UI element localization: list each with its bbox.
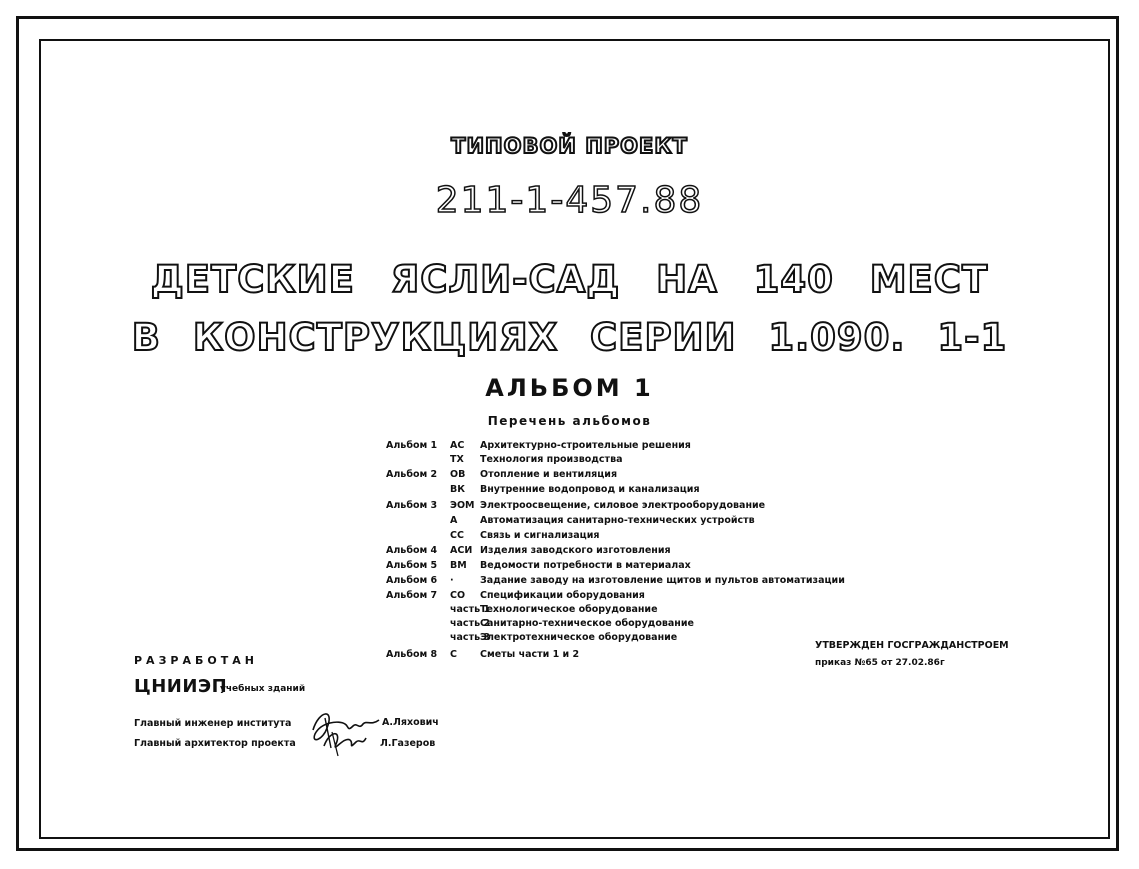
album-list-item-code: А (450, 515, 458, 526)
album-list-item-code: СС (450, 530, 464, 541)
album-list-item-album: Альбом 3 (386, 500, 438, 511)
approval-text: УТВЕРЖДЕН ГОСГРАЖДАНСТРОЕМ (815, 640, 1009, 651)
album-list-item-album: Альбом 4 (386, 545, 438, 556)
album-list-item-description: Электротехническое оборудование (480, 632, 678, 643)
album-list-item-description: Внутренние водопровод и канализация (480, 484, 700, 495)
signature-2-icon (318, 724, 368, 758)
album-list-item-code: СО (450, 590, 466, 601)
album-list-item-description: Санитарно-техническое оборудование (480, 618, 694, 629)
album-list-item-description: Ведомости потребности в материалах (480, 560, 691, 571)
album-list-item-description: Сметы части 1 и 2 (480, 649, 580, 660)
album-list-item-album: Альбом 2 (386, 469, 438, 480)
chief-architect-name: Л.Газеров (380, 738, 436, 749)
album-list-item-code: ТХ (450, 454, 464, 465)
developer-label: РАЗРАБОТАН (134, 654, 258, 667)
album-list-item-description: Связь и сигнализация (480, 530, 600, 541)
album-list-item-description: Изделия заводского изготовления (480, 545, 671, 556)
album-list-item-description: Автоматизация санитарно-технических устройств (480, 515, 755, 526)
album-list-item-code: · (450, 575, 454, 586)
album-list-item-code: АС (450, 440, 465, 451)
project-title-line2: В КОНСТРУКЦИЯХ СЕРИИ 1.090. 1-1 (131, 316, 1008, 359)
album-list-item-album: Альбом 5 (386, 560, 438, 571)
album-list-item-code: часть 3 (450, 632, 490, 643)
album-list-item-album: Альбом 8 (386, 649, 438, 660)
album-list-item-album: Альбом 6 (386, 575, 438, 586)
album-list-item-album: Альбом 1 (386, 440, 438, 451)
album-list-item-description: Электроосвещение, силовое электрооборудование (480, 500, 766, 511)
developer-org: ЦНИИЭП (134, 676, 228, 697)
chief-engineer-role: Главный инженер института (134, 718, 292, 729)
album-list-item-album: Альбом 7 (386, 590, 438, 601)
album-list-item-description: Технологическое оборудование (480, 604, 658, 615)
album-list-item-code: АСИ (450, 545, 473, 556)
album-list-title: Перечень альбомов (487, 414, 652, 428)
album-list-item-code: ВМ (450, 560, 467, 571)
album-list-item-code: часть 1 (450, 604, 490, 615)
chief-architect-role: Главный архитектор проекта (134, 738, 296, 749)
album-list-item-description: Задание заводу на изготовление щитов и пультов автоматизации (480, 575, 845, 586)
chief-engineer-name: А.Ляхович (382, 717, 439, 728)
album-list-item-code: часть 2 (450, 618, 490, 629)
album-list-item-description: Спецификации оборудования (480, 590, 645, 601)
project-number: 211-1-457.88 (435, 180, 704, 221)
approval-order: приказ №65 от 27.02.86г (815, 658, 945, 668)
album-list-item-description: Отопление и вентиляция (480, 469, 618, 480)
album-list-item-code: ЭОМ (450, 500, 475, 511)
album-list-item-code: С (450, 649, 457, 660)
album-list-item-code: ВК (450, 484, 466, 495)
developer-org-subtitle: учебных зданий (220, 684, 306, 694)
album-list-item-code: ОВ (450, 469, 466, 480)
album-list-item-description: Технология производства (480, 454, 623, 465)
project-type-heading: ТИПОВОЙ ПРОЕКТ (451, 134, 688, 158)
album-number: АЛЬБОМ 1 (485, 374, 654, 402)
project-title-line1: ДЕТСКИЕ ЯСЛИ-САД НА 140 МЕСТ (150, 258, 989, 301)
album-list-item-description: Архитектурно-строительные решения (480, 440, 691, 451)
